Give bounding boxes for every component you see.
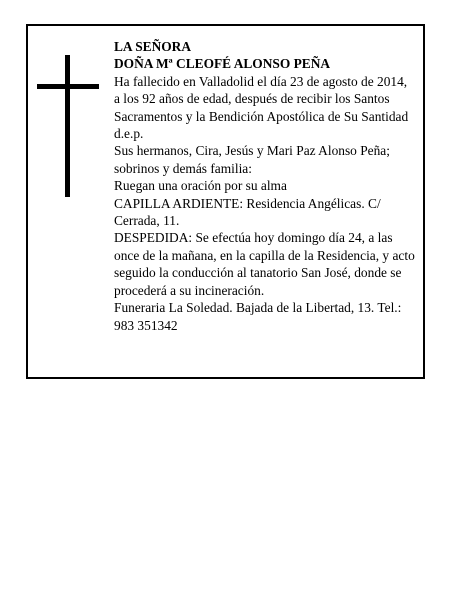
cross-icon: [37, 55, 99, 197]
farewell-paragraph: DESPEDIDA: Se efectúa hoy domingo día 24, a las once de la mañana, en la capilla de la Residencia, y acto seguido la conducción al tanatorio San José, donde se procederá a su incineración.: [114, 230, 415, 298]
death-paragraph: Ha fallecido en Valladolid el día 23 de agosto de 2014, a los 92 años de edad, después de recibir los Santos Sacramentos y la Bendición Apostólica de Su Santidad: [114, 73, 409, 124]
family-paragraph: Sus hermanos, Cira, Jesús y Mari Paz Alonso Peña; sobrinos y demás familia:: [114, 143, 390, 176]
dep-line: d.e.p.: [114, 126, 144, 142]
cross-vertical-bar: [65, 55, 70, 197]
chapel-paragraph: CAPILLA ARDIENTE: Residencia Angélicas. C/ Cerrada, 11.: [114, 195, 381, 229]
prayer-line: Ruegan una oración por su alma: [114, 178, 287, 194]
title-line-1: LA SEÑORA: [114, 39, 192, 54]
funeral-home-paragraph: Funeraria La Soledad. Bajada de la Libertad, 13. Tel.: 983 351342: [114, 300, 402, 333]
deceased-name: DOÑA Mª CLEOFÉ ALONSO PEÑA: [114, 56, 331, 72]
obituary-text: [114, 38, 416, 334]
cross-horizontal-bar: [37, 84, 99, 89]
